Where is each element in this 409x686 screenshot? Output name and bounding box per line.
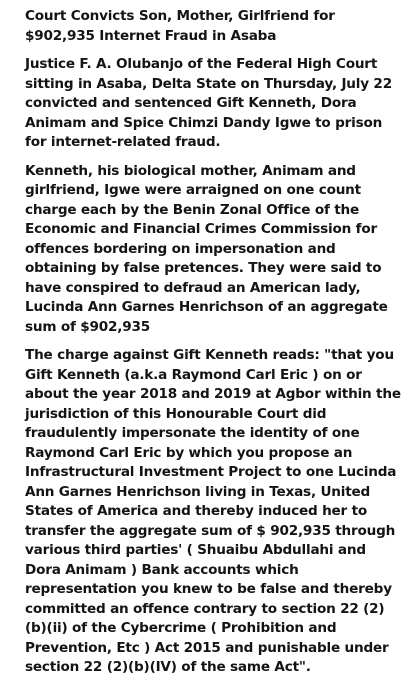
article-paragraph-1: Justice F. A. Olubanjo of the Federal High Court sitting in Asaba, Delta State on Thursday, July 22 convicted and sentenced Gift Kenneth, Dora Animam and Spice Chimzi Dandy Igwe to prison for internet-related fraud. <box>25 56 392 150</box>
article-paragraph-2: Kenneth, his biological mother, Animam and girlfriend, Igwe were arraigned on one count charge each by the Benin Zonal Office of the Economic and Financial Crimes Commission for offences bordering on impersonation and obtaining by false pretences. They were said to have conspired to defraud an American lady, Lucinda Ann Garnes Henrichson of an aggregate sum of $902,935 <box>25 162 388 335</box>
article-paragraph-3: The charge against Gift Kenneth reads: "that you Gift Kenneth (a.k.a Raymond Carl Eric ) on or about the year 2018 and 2019 at Agbor within the jurisdiction of this Honourable Court did fraudulently impersonate the identity of one Raymond Carl Eric by which you propose an Infrastructural Investment Project to one Lucinda Ann Garnes Henrichson living in Texas, United States of America and thereby induced her to transfer the aggregate sum of $ 902,935 through various third parties' ( Shuaibu Abdullahi and Dora Animam ) Bank accounts which representation you knew to be false and thereby committed an offence contrary to section 22 (2)(b)(ii) of the Cybercrime ( Prohibition and Prevention, Etc ) Act 2015 and punishable under section 22 (2)(b)(IV) of the same Act". <box>25 347 401 675</box>
article-headline: Court Convicts Son, Mother, Girlfriend for $902,935 Internet Fraud in Asaba <box>25 8 335 44</box>
